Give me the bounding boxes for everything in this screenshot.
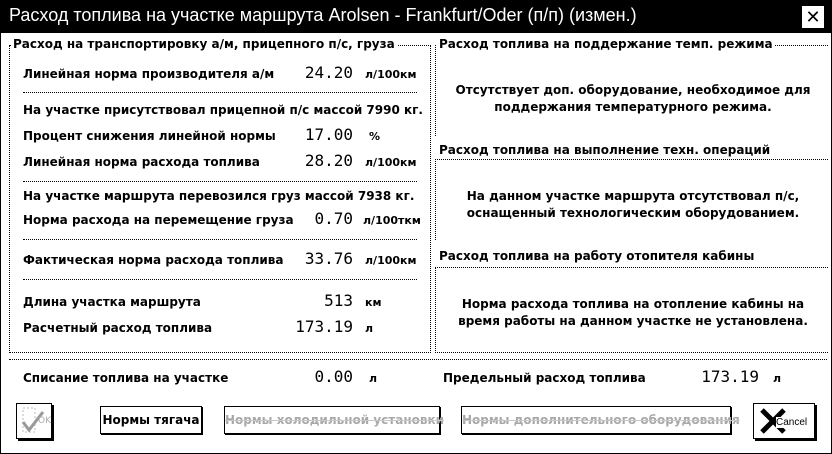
reduction-pct-unit: % [369, 130, 381, 143]
linear-norm-unit: л/100км [365, 156, 417, 169]
limit-label: Предельный расход топлива [443, 371, 646, 385]
actual-norm-label: Фактическая норма расхода топлива [23, 253, 284, 267]
segment-length-value: 513 [324, 291, 353, 310]
temp-message [435, 82, 831, 116]
cargo-note: На участке маршрута перевозился груз массой 7938 кг. [23, 189, 415, 203]
writeoff-value: 0.00 [314, 367, 353, 386]
tech-message-line2: оснащенный технологическим оборудованием. [466, 206, 800, 220]
temp-section-title: Расход топлива на поддержание темп. режима [439, 37, 773, 51]
calc-consumption-value: 173.19 [295, 317, 353, 336]
cab-message-line1: Норма расхода топлива на отопление кабины на [461, 297, 805, 311]
linear-norm-label: Линейная норма расхода топлива [23, 155, 260, 169]
calc-consumption-label: Расчетный расход топлива [23, 321, 213, 335]
linear-norm-value: 28.20 [304, 151, 353, 170]
transport-section-title: Расход на транспортировку а/м, прицепного п/с, груза [13, 37, 395, 51]
fridge-norms-button[interactable]: Нормы холодильной установки [224, 406, 440, 434]
limit-unit: л [773, 372, 782, 385]
segment-length-label: Длина участка маршрута [23, 295, 201, 309]
manufacturer-norm-label: Линейная норма производителя а/м [23, 67, 275, 81]
cab-message [435, 296, 831, 330]
cargo-norm-value: 0.70 [314, 209, 353, 228]
writeoff-unit: л [369, 372, 378, 385]
actual-norm-unit: л/100км [365, 254, 417, 267]
calc-consumption-unit: л [365, 322, 374, 335]
ok-label: OK [38, 416, 51, 426]
writeoff-label: Списание топлива на участке [23, 371, 229, 385]
cab-message-line2: время работы на данном участке не установлена. [458, 314, 808, 328]
window-title: Расход топлива на участке маршрута Arolsen - Frankfurt/Oder (п/п) (измен.) [9, 5, 637, 25]
title-bar[interactable] [1, 1, 831, 33]
tech-message [435, 188, 831, 222]
divider [23, 181, 417, 182]
tech-message-line1: На данном участке маршрута отсутствовал п/с, [466, 189, 800, 203]
trailer-note: На участке присутствовал прицепной п/с массой 7990 кг. [23, 103, 423, 117]
segment-length-unit: км [365, 296, 382, 309]
tractor-norms-button[interactable]: Нормы тягача [100, 406, 202, 434]
limit-value: 173.19 [701, 367, 759, 386]
tech-section-title: Расход топлива на выполнение техн. операций [439, 143, 771, 157]
cancel-label: Cancel [776, 417, 808, 428]
manufacturer-norm-unit: л/100км [365, 68, 417, 81]
reduction-pct-label: Процент снижения линейной нормы [23, 129, 276, 143]
temp-message-line2: поддержания температурного режима. [494, 100, 772, 114]
ok-button[interactable] [16, 403, 52, 439]
divider [23, 239, 417, 240]
cab-section-title: Расход топлива на работу отопителя кабины [439, 249, 755, 263]
divider [23, 279, 417, 280]
manufacturer-norm-value: 24.20 [304, 63, 353, 82]
close-button[interactable]: ✕ [801, 5, 825, 29]
cancel-button[interactable] [753, 403, 815, 439]
actual-norm-value: 33.76 [304, 249, 353, 268]
reduction-pct-value: 17.00 [304, 125, 353, 144]
extra-norms-button[interactable]: Нормы дополнительного оборудования [461, 406, 731, 434]
cargo-norm-label: Норма расхода на перемещение груза [23, 213, 294, 227]
cargo-norm-unit: л/100ткм [363, 214, 421, 227]
temp-message-line1: Отсутствует доп. оборудование, необходимое для [455, 83, 811, 97]
divider [23, 92, 417, 93]
